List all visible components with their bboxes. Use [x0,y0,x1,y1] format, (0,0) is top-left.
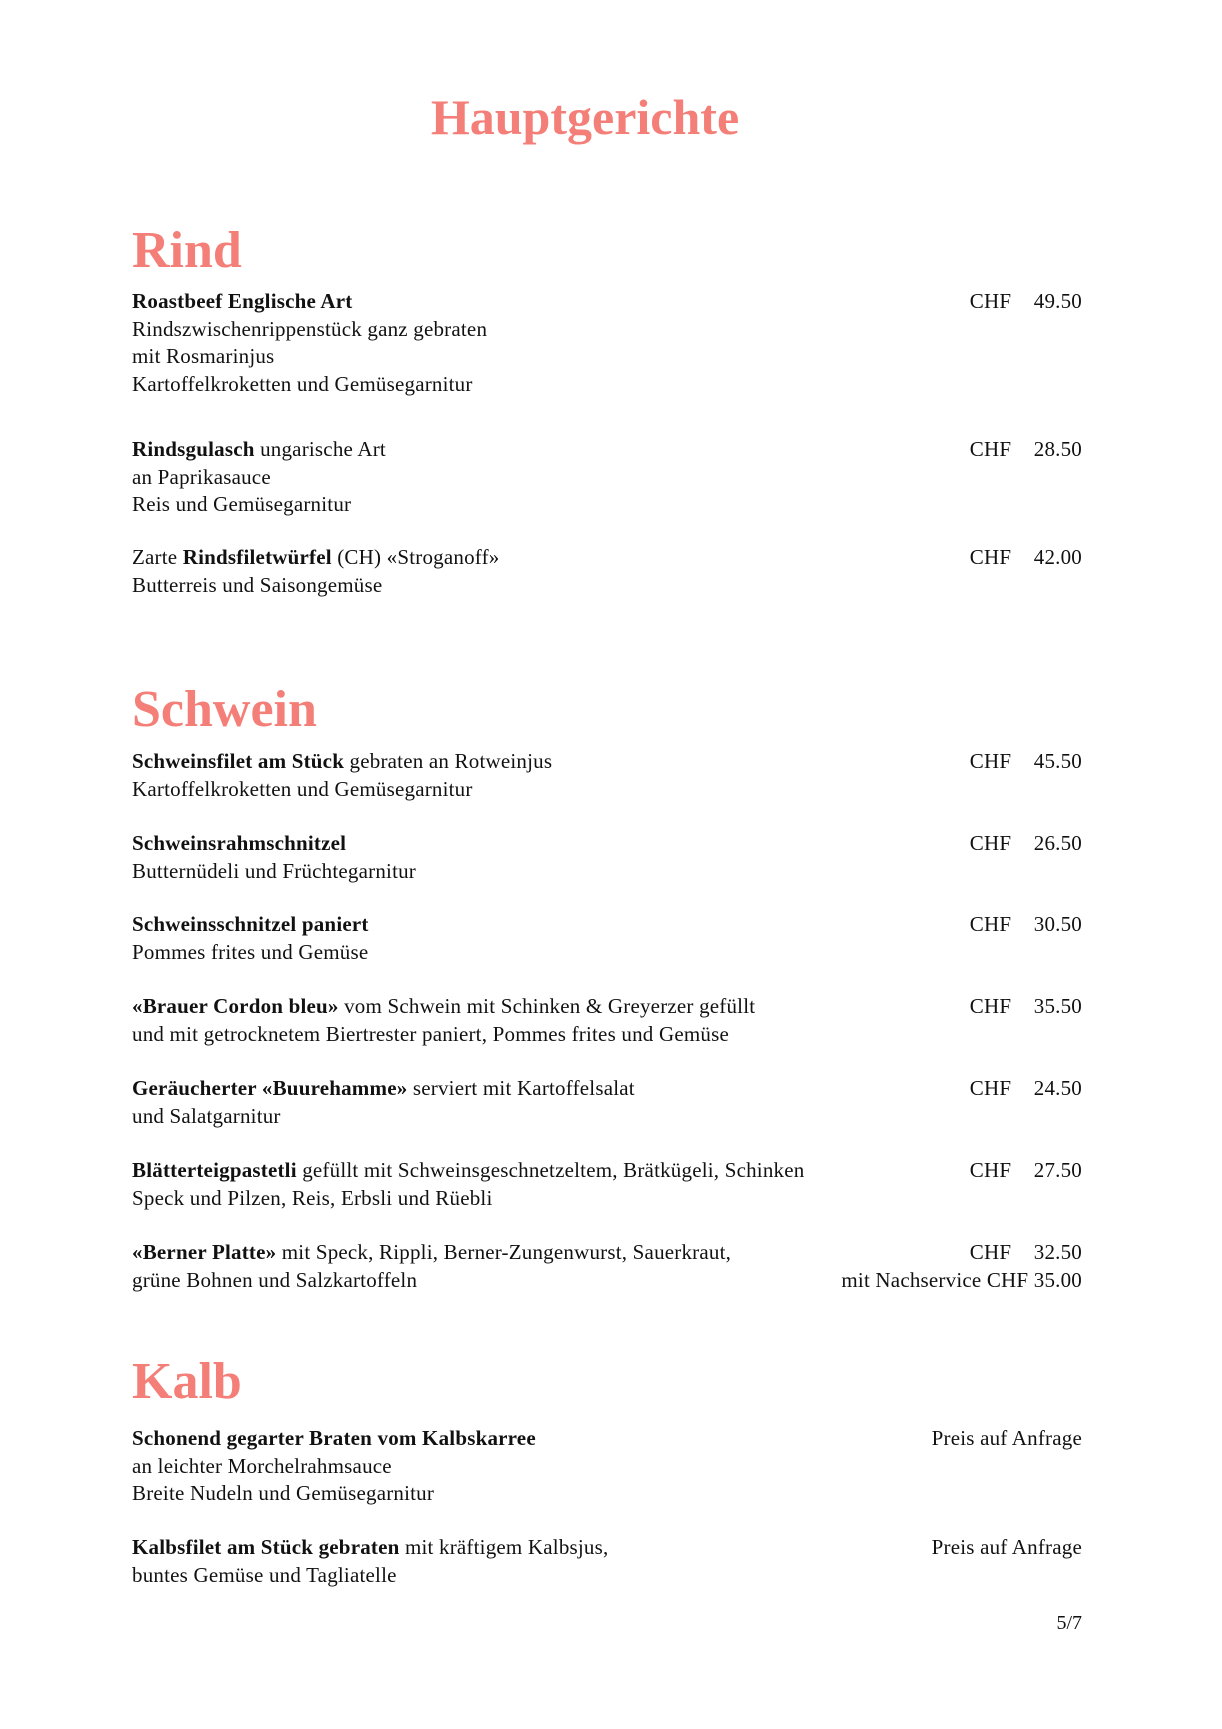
price-amount: 35.50 [1033,994,1082,1018]
item-title-line: Blätterteigpastetli gefüllt mit Schweinsgeschnetzeltem, Brätkügeli, Schinken [132,1158,805,1182]
item-title-line: Geräucherter «Buurehamme» serviert mit Kartoffelsalat [132,1076,635,1100]
item-name: Schweinsrahmschnitzel [132,831,347,855]
price-currency: CHF [969,912,1012,936]
section-heading-rind: Rind [132,222,242,279]
item-title-line: «Brauer Cordon bleu» vom Schwein mit Schinken & Greyerzer gefüllt [132,994,756,1018]
item-name: Schweinsfilet am Stück [132,749,345,773]
item-name: Rindsgulasch [132,437,255,461]
price-amount: 30.50 [1033,912,1082,936]
price-currency: CHF [969,1076,1012,1100]
item-name: «Berner Platte» [132,1240,277,1264]
item-price [970,748,1082,776]
item-description [132,544,892,599]
menu-item [132,1534,1082,1589]
item-price [970,288,1082,316]
item-detail-line: an leichter Morchelrahmsauce [132,1453,392,1478]
price-currency: CHF [969,831,1012,855]
item-price [970,911,1082,939]
item-title-line [132,830,892,858]
price-amount: 42.00 [1033,545,1082,569]
item-name: Schweinsschnitzel paniert [132,912,369,936]
price-amount: 28.50 [1033,437,1082,461]
item-description [132,830,892,885]
item-title-line [132,288,892,316]
item-detail-line: buntes Gemüse und Tagliatelle [132,1562,397,1587]
item-detail-line: mit Rosmarinjus [132,344,275,368]
price-currency: CHF [969,749,1012,773]
item-name: Rindsfiletwürfel [182,545,332,569]
item-detail-line: Pommes frites und Gemüse [132,939,369,964]
item-detail-line: und mit getrocknetem Biertrester paniert, Pommes frites und Gemüse [132,1021,729,1046]
menu-item [132,993,1082,1048]
item-description [132,436,892,519]
item-description [132,993,892,1048]
item-detail-line: Speck und Pilzen, Reis, Erbsli und Rüebli [132,1185,493,1210]
menu-item [132,288,1082,398]
item-description [132,1239,892,1294]
item-price: Preis auf Anfrage [931,1426,1082,1450]
item-description [132,911,892,966]
item-detail-line: grüne Bohnen und Salzkartoffeln [132,1267,418,1292]
item-title-line: Rindsgulasch ungarische Art [132,437,386,461]
menu-item [132,830,1082,885]
item-description [132,1075,892,1130]
item-description [132,1157,932,1212]
price-currency: CHF [969,1158,1012,1182]
menu-item [132,1075,1082,1130]
price-currency: CHF [969,289,1012,313]
menu-item [132,544,1082,599]
item-description [132,748,892,803]
price-amount: 26.50 [1033,831,1082,855]
menu-item [132,911,1082,966]
price-amount: 45.50 [1033,749,1082,773]
item-name: Geräucherter «Buurehamme» [132,1076,408,1100]
item-name: Schonend gegarter Braten vom Kalbskarree [132,1426,536,1450]
menu-item [132,748,1082,803]
item-name: Kalbsfilet am Stück gebraten [132,1535,400,1559]
price-amount: 49.50 [1033,289,1082,313]
item-name: Roastbeef Englische Art [132,289,353,313]
item-title-line: Schweinsfilet am Stück gebraten an Rotweinjus [132,749,553,773]
page-number: 5/7 [1056,1612,1082,1634]
item-description [132,288,892,398]
item-price [970,1075,1082,1103]
item-title-line: «Berner Platte» mit Speck, Rippli, Berner-Zungenwurst, Sauerkraut, [132,1240,732,1264]
item-title-line [132,1425,892,1453]
item-detail-line: und Salatgarnitur [132,1103,281,1128]
item-detail-line: Rindszwischenrippenstück ganz gebraten [132,316,488,341]
item-price [970,1157,1082,1185]
item-detail-line: Butternüdeli und Früchtegarnitur [132,858,417,883]
item-title-line: Kalbsfilet am Stück gebraten mit kräftigem Kalbsjus, [132,1535,609,1559]
item-title-line: Zarte Rindsfiletwürfel (CH) «Stroganoff» [132,545,500,569]
item-price [970,830,1082,858]
item-detail-line: Reis und Gemüsegarnitur [132,492,352,516]
menu-item [132,436,1082,519]
price-currency: CHF [969,545,1012,569]
price-amount: 24.50 [1033,1076,1082,1100]
section-heading-kalb: Kalb [132,1353,242,1410]
menu-item [132,1425,1082,1508]
menu-item [132,1157,1082,1212]
item-description [132,1425,892,1508]
item-price: Preis auf Anfrage [931,1535,1082,1559]
price-amount: 27.50 [1033,1158,1082,1182]
item-detail-line: Kartoffelkroketten und Gemüsegarnitur [132,776,473,801]
price-extra: mit Nachservice CHF 35.00 [841,1267,1082,1292]
item-price [970,436,1082,464]
item-price [970,544,1082,572]
item-title-line [132,911,892,939]
price-amount: 32.50 [1033,1240,1082,1264]
page-title: Hauptgerichte [430,89,740,145]
item-detail-line: Kartoffelkroketten und Gemüsegarnitur [132,371,473,396]
item-detail-line: an Paprikasauce [132,464,271,489]
item-price [841,1239,1082,1294]
item-detail-line: Butterreis und Saisongemüse [132,572,383,597]
price-currency: CHF [969,1240,1012,1264]
item-name: «Brauer Cordon bleu» [132,994,339,1018]
item-description [132,1534,892,1589]
menu-item [132,1239,1082,1294]
price-currency: CHF [969,994,1012,1018]
section-heading-schwein: Schwein [132,681,317,738]
item-name: Blätterteigpastetli [132,1158,297,1182]
item-detail-line: Breite Nudeln und Gemüsegarnitur [132,1481,435,1505]
item-price [970,993,1082,1021]
price-currency: CHF [969,437,1012,461]
